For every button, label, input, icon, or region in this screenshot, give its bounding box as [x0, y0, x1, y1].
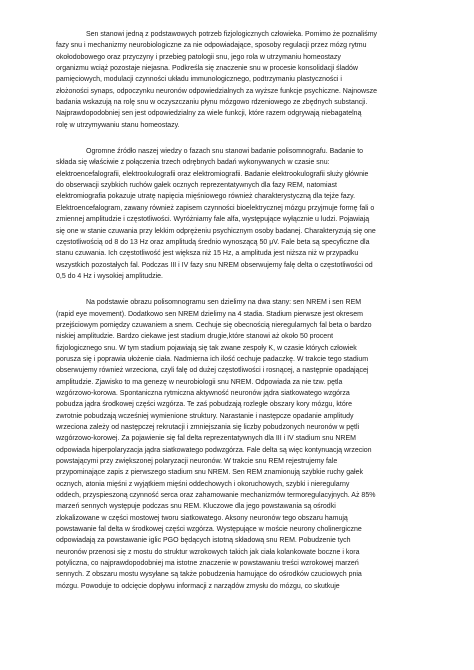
text-line: sennych. Z obszaru mostu wysyłane są także pobudzenia hamujące do ośrodków czuciowych pnia	[56, 571, 362, 579]
text-line: ocznych, atonia mięśni z wyjątkiem mięśni oddechowych i okoruchowych, szybki i nieregularny	[56, 480, 350, 488]
text-line: wzgórzowo-korowa. Spontaniczna rytmiczna aktywność neuronów jądra siatkowatego wzgórza	[56, 389, 350, 397]
text-line: złożoności synaps, odpoczynku neuronów odpowiedzialnych za wyższe funkcje psychiczne. Najnowsze	[56, 87, 378, 95]
text-line: Sen stanowi jedną z podstawowych potrzeb fizjologicznych człowieka. Pomimo że poznaliśmy	[86, 31, 378, 38]
text-line: wrzeciona zależy od następczej rekrutacji i zmniejszania się liczby pobudzonych neuronów w pętli	[56, 424, 360, 431]
text-line: przejściowym pomiędzy czuwaniem a snem. Cechuje się obecnością nieregularnych fal beta o bardzo	[56, 321, 372, 329]
text-line: fazy snu i mechanizmy neurobiologiczne za nie odpowiadające, sposoby regulacji przez mózg rytmu	[56, 42, 367, 50]
text-line: porusza się i poprawia ułożenie ciała. Nadmierna ich ilość cechuje padaczkę. W trakcie tego stadium	[56, 355, 369, 363]
text-line: okołodobowego oraz przyczyny i przebieg patologii snu, jego rola w utrzymaniu homeostazy	[56, 53, 341, 61]
paragraph-polysomnography	[56, 146, 422, 282]
text-line: fizjologicznego snu. W tym stadium pojawiają się tak zwane zespoły K, w czasie których człowiek	[56, 344, 357, 352]
text-line: zwrotnie pobudzają wcześniej wymienione struktury. Narastanie i następcze opadanie amplitudy	[56, 412, 354, 420]
text-line: organizmu wciąż pozostaje niejasna. Podkreśla się znaczenie snu w procesie konsolidacji śladów	[56, 65, 358, 73]
text-line: się one w stanie czuwania przy lekkim odprężeniu psychicznym osoby badanej. Charakteryzują się one	[56, 227, 376, 235]
text-line: oddech, przyspieszoną czynność serca oraz zahamowanie mechanizmów termoregulacyjnych. Aż 85%	[56, 492, 376, 500]
text-line: amplitudzie. Zjawisko to ma genezę w neurobiologii snu NREM. Odpowiada za nie tzw. pętla	[56, 378, 343, 386]
text-line: Ogromne źródło naszej wiedzy o fazach snu stanowi badanie polisomnografu. Badanie to	[86, 148, 364, 156]
text-line: 0,5 do 4 Hz i wysokiej amplitudzie.	[56, 272, 163, 280]
text-line: częstotliwością od 8 do 13 Hz oraz amplitudą średnio wynoszącą 50 μV. Fale beta są specyficzne dla	[56, 238, 370, 246]
text-line: Na podstawie obrazu polisomnogramu sen dzielimy na dwa stany: sen NREM i sen REM	[86, 299, 362, 307]
text-line: wszystkich pozostałych fal. Podczas III i IV fazy snu NREM obserwujemy falę delta o częstotliwości od	[56, 261, 373, 269]
text-line: stanu czuwania. Ich częstotliwość jest większa niż 15 Hz, a amplituda jest niższa niż w przypadku	[56, 250, 359, 258]
text-line: odpowiada hiperpolaryzacja jądra siatkowatego podwzgórza. Fale delta są więc kontynuacją wrzecion	[56, 446, 372, 454]
text-line: wzgórzowo-korowej. Za pojawienie się fal delta reprezentatywnych dla III i IV stadium snu NREM	[56, 435, 356, 443]
text-line: mózgu. Powoduje to odcięcie dopływu informacji z narządów zmysłu do mózgu, co skutkuje	[56, 582, 340, 590]
text-line: neuronów przenosi się z mostu do struktur wzrokowych takich jak ciała kolankowate boczne i kora	[56, 548, 360, 556]
text-line: zlokalizowane w części mostowej tworu siatkowatego. Aksony neuronów tego obszaru hamują	[56, 514, 348, 522]
text-line: pobudza jądra środkowej części wzgórza. Te zaś pobudzają rozległe obszary kory mózgu, które	[56, 401, 352, 409]
text-line: odpowiadają za powstawanie iglic PGO będących istotną składową snu REM. Pobudzenie tych	[56, 537, 351, 545]
text-line: badania wskazują na rolę snu w oczyszczaniu płynu mózgowo rdzeniowego ze zbędnych substancji.	[56, 99, 368, 107]
text-line: elektroencefalografii, elektrookulografii oraz elektromiografii. Badanie elektrookulografii służy głównie	[56, 170, 369, 178]
paragraph-sleep-function	[56, 29, 422, 131]
text-line: potyliczna, co najprawdopodobniej ma istotne znaczenie w powstawaniu treści wzrokowej marzeń	[56, 560, 359, 568]
text-line: do obserwacji szybkich ruchów gałek ocznych reprezentatywnych dla fazy REM, natomiast	[56, 182, 337, 190]
text-line: obserwujemy również wrzeciona, czyli falę od dużej częstotliwości i rosnącej, a następnie opadającej	[56, 367, 369, 375]
text-line: elektromiografia pokazuje utratę napięcia mięśniowego również charakterystyczną dla tejże fazy.	[56, 193, 356, 201]
text-line: zmiennej amplitudzie i częstotliwości. Wyróżniamy fale alfa, występujące wyłącznie u ludzi. Pojawiają	[56, 216, 370, 224]
paragraph-sleep-stages	[56, 297, 422, 592]
text-line: przypominające zapis z pierwszego stadium snu NREM. Sen REM znamionują szybkie ruchy gałek	[56, 469, 363, 477]
text-line: rolę w utrzymywaniu stanu homeostazy.	[56, 121, 180, 129]
document-body	[56, 29, 422, 607]
text-line: powstawanie fal delta w środkowej części wzgórza. Występujące w moście neurony cholinergiczne	[56, 526, 362, 534]
text-line: Elektroencefalogram, zawany również zapisem czynności bioelektrycznej mózgu przyjmuje formę fali o	[56, 204, 375, 212]
text-line: niskiej amplitudzie. Bardzo ciekawe jest stadium drugie,które stanowi aż około 50 procent	[56, 333, 334, 341]
text-line: marzeń sennych występuje podczas snu REM. Kluczowe dla jego powstawania są ośrodki	[56, 503, 336, 511]
text-line: (rapid eye movement). Dodatkowo sen NREM dzielimy na 4 stadia. Stadium pierwsze jest okresem	[56, 310, 363, 318]
text-line: pamięciowych, modulacji czynności układu immunologicznego, podtrzymaniu plastyczności i	[56, 76, 342, 84]
text-line: składa się właściwie z połączenia trzech odrębnych badań wykonywanych w czasie snu:	[56, 159, 330, 167]
text-line: Najprawdopodobniej sen jest odpowiedzialny za wiele funkcji, które razem odgrywają niebagatelną	[56, 110, 362, 118]
text-line: powstającymi przy zwiększonej polaryzacji neuronów. W trakcie snu REM rejestrujemy fale	[56, 458, 338, 466]
